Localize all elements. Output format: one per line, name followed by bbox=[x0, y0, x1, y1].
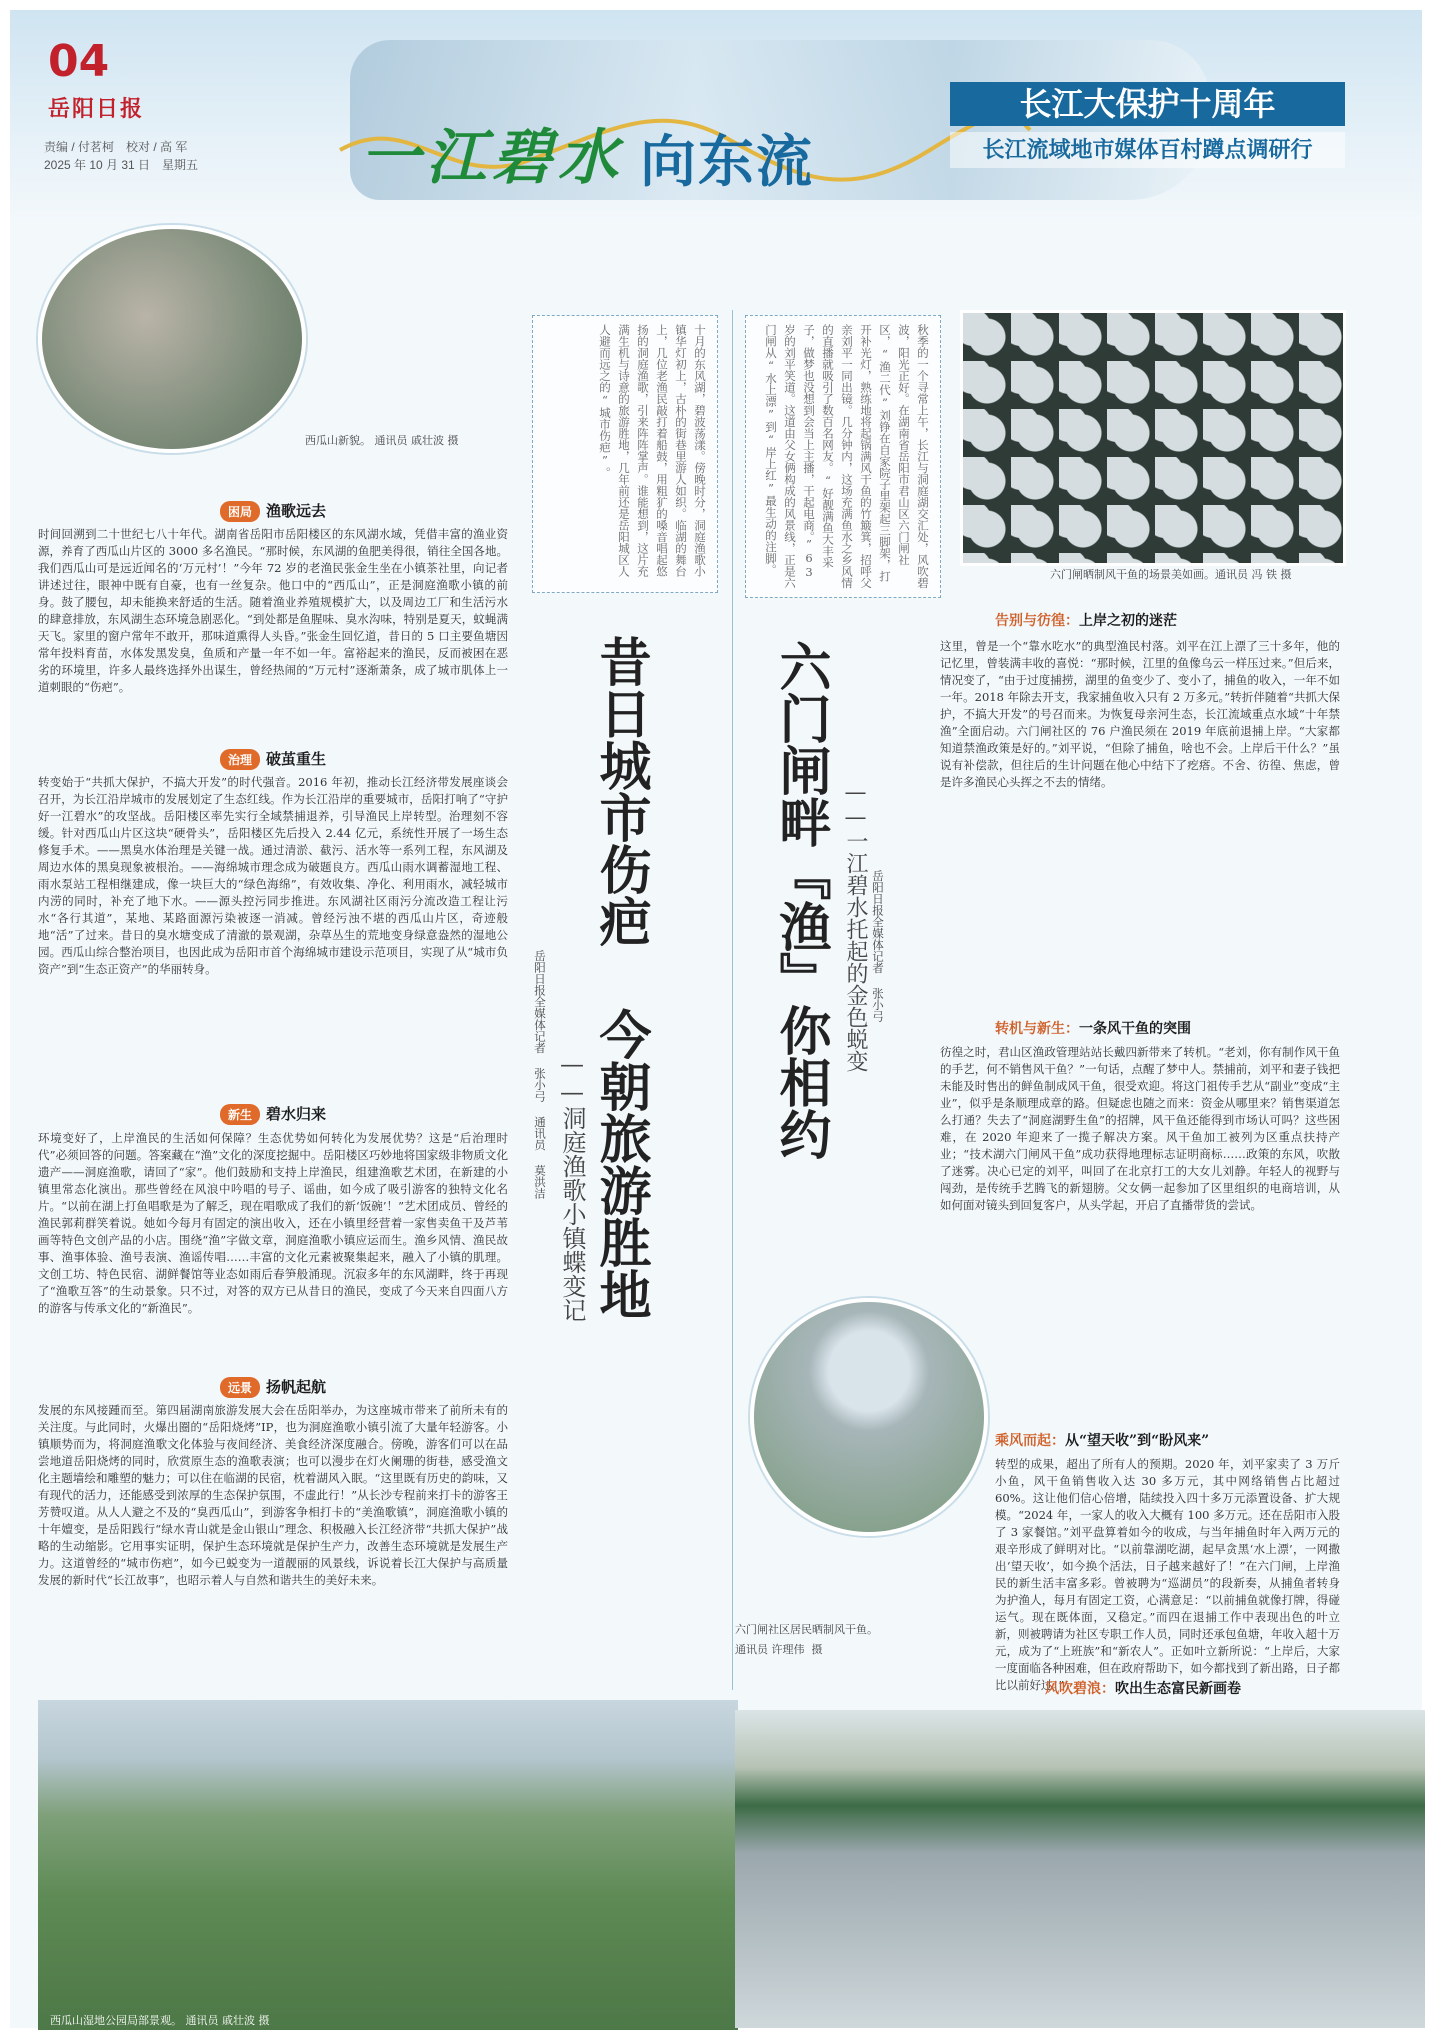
drying-fish-racks-photo bbox=[735, 1710, 1425, 2028]
photo-caption: 六门闸晒制风干鱼的场景美如画。通讯员 冯 铁 摄 bbox=[1050, 568, 1292, 581]
editors-line: 责编 / 付茗柯 校对 / 高 军 bbox=[44, 140, 188, 154]
left-section-3-body: 环境变好了，上岸渔民的生活如何保障？生态优势如何转化为发展优势？这是“后治理时代”必须回答的问题。答案藏在“渔”文化的深度挖掘中。岳阳楼区巧妙地将国家级非物质文化遗产——洞庭渔歌，请回了“家”。他们鼓励和支持上岸渔民，组建渔歌艺术团，在新建的小镇里常态化演出。那些曾经在风浪中吟唱的号子、谣曲，如今成了吸引游客的独特文化名片。“以前在湖上打鱼唱歌是为了解乏，现在唱歌成了我们的新‘饭碗’！”艺术团成员、曾经的渔民郭莉群笑着说。她如今每月有固定的演出收入，还在小镇里经营着一家售卖鱼干及芦苇画等特色文创产品的小店。围绕“渔”字做文章，洞庭渔歌小镇应运而生。渔乡风情、渔民故事、渔事体验、渔号表演、渔谣传唱……丰富的文化元素被聚集起来，融入了小镇的肌理。文创工坊、特色民宿、湖鲜餐馆等业态如雨后春笋般涌现。沉寂多年的东风湖畔，终于再现了“渔歌互答”的生动景象。只不过，对答的双方已从昔日的渔民，变成了今天来自四面八方的游客与传承文化的“新渔民”。 bbox=[38, 1131, 508, 1315]
section-title: 渔歌远去 bbox=[266, 502, 327, 520]
right-section-2-head bbox=[995, 1018, 1191, 1038]
page-number: 04 bbox=[48, 36, 110, 87]
photo-caption: 六门闸社区居民晒制风干鱼。 通讯员 许理伟 摄 bbox=[735, 1623, 878, 1656]
left-section-1-head bbox=[220, 500, 326, 522]
photo-caption: 西瓜山新貌。 通讯员 戚壮波 摄 bbox=[305, 434, 459, 447]
right-section-1-body: 这里，曾是一个“靠水吃水”的典型渔民村落。刘平在江上漂了三十多年，他的记忆里，曾装满丰收的喜悦：“那时候，江里的鱼像乌云一样压过来。”但后来，情况变了，“由于过度捕捞，湖里的鱼变少了、变小了，捕鱼的收入，一年不如一年。2018 年除去开支，我家捕鱼收入只有 2 万多元。”转折伴随着“共抓大保护，不搞大开发”的号召而来。为恢复母亲河生态，长江流域重点水域“十年禁渔”全面启动。六门闸社区的 76 户渔民须在 2019 年底前退捕上岸。“大家都知道禁渔政策是好的。”刘平说，“但除了捕鱼，啥也不会。上岸后干什么？”虽说有补偿款，但往后的生计问题在他心中结下了疙瘩。不舍、彷徨、焦虑，曾是许多渔民心头挥之不去的情绪。 bbox=[940, 639, 1340, 789]
section-title: 上岸之初的迷茫 bbox=[1079, 613, 1177, 629]
left-section-2-head bbox=[220, 748, 326, 770]
left-section-4-head bbox=[220, 1376, 326, 1398]
left-section-4-body: 发展的东风接踵而至。第四届湖南旅游发展大会在岳阳举办，为这座城市带来了前所未有的关注度。与此同时，火爆出圈的“岳阳烧烤”IP，也为洞庭渔歌小镇引流了大量年轻游客。小镇顺势而为，将洞庭渔歌文化体验与夜间经济、美食经济深度融合。傍晚，游客们可以在品尝地道岳阳烧烤的同时，欣赏原生态的渔歌表演；也可以漫步在灯火阑珊的街巷，感受渔文化主题墙绘和雕塑的魅力；可以住在临湖的民宿，枕着湖风入眠。“这里既有历史的韵味，又有现代的活力，还能感受到浓厚的生态保护氛围，不虚此行！”从长沙专程前来打卡的游客王芳赞叹道。从人人避之不及的“臭西瓜山”，到游客争相打卡的“美渔歌镇”，洞庭渔歌小镇的十年嬗变，是岳阳践行“绿水青山就是金山银山”理念、积极融入长江经济带“共抓大保护”战略的生动缩影。它用事实证明，保护生态环境就是保护生产力，改善生态环境就是发展生产力。这道曾经的“城市伤疤”，如今已蜕变为一道靓丽的风景线，诉说着长江大保护与高质量发展的新时代“长江故事”，也昭示着人与自然和谐共生的美好未来。 bbox=[38, 1403, 508, 1587]
photo-caption: 西瓜山湿地公园局部景观。 通讯员 戚壮波 摄 bbox=[50, 2014, 270, 2027]
right-section-2-body: 彷徨之时，君山区渔政管理站站长戴四新带来了转机。“老刘，你有制作风干鱼的手艺，何不销售风干鱼？”一句话，点醒了梦中人。禁捕前，刘平和妻子钱把未能及时售出的鲜鱼制成风干鱼，很受欢迎。将这门祖传手艺从“副业”变成“主业”，似乎是条顺理成章的路。但疑虑也随之而来：资金从哪里来？销售渠道怎么打通？失去了“洞庭湖野生鱼”的招牌，风干鱼还能得到市场认可吗？这些困难，在 2020 年迎来了一揽子解决方案。风干鱼加工被列为区重点扶持产业；“技术湖六门闸风干鱼”成功获得地理标志证明商标……政策的东风，吹散了迷雾。决心已定的刘平，叫回了在北京打工的大女儿刘静。年轻人的视野与闯劲，是传统手艺腾飞的新翅膀。父女俩一起参加了区里组织的电商培训，从如何面对镜头到回复客户，从头学起，开启了直播带货的尝试。 bbox=[940, 1045, 1340, 1212]
wetland-park-aerial-photo bbox=[38, 1700, 738, 2030]
page-frame bbox=[10, 10, 1422, 2028]
section-title: 扬帆起航 bbox=[266, 1378, 327, 1396]
section-title: 吹出生态富民新画卷 bbox=[1115, 1681, 1241, 1697]
left-section-1-body: 时间回溯到二十世纪七八十年代。湖南省岳阳市岳阳楼区的东风湖水域，凭借丰富的渔业资源，养育了西瓜山片区的 3000 多名渔民。“那时候，东风湖的鱼肥美得很，销往全国各地。我们西瓜山可是远近闻名的‘万元村’！”今年 72 岁的老渔民张金生坐在小镇茶社里，向记者讲述过往，眼神中既有自豪，也有一丝复杂。他口中的“西瓜山”，正是洞庭渔歌小镇的前身。鼓了腰包，却未能换来舒适的生活。随着渔业养殖规模扩大，以及周边工厂和生活污水的肆意排放，东风湖生态环境急剧恶化。“到处都是鱼腥味、臭水沟味，特别是夏天，蚊蝇满天飞。家里的窗户常年不敢开，那味道熏得人头昏。”张金生回忆道，昔日的 5 口主要鱼塘因常年投料育苗，水体发黑发臭，鱼质和产量一年不如一年。富裕起来的渔民，反而被困在恶劣的环境里，许多人最终选择外出谋生，曾经热闹的“万元村”逐渐萧条，成了城市肌体上一道刺眼的“伤疤”。 bbox=[38, 527, 508, 694]
section-lead: 乘风而起： bbox=[995, 1433, 1065, 1449]
right-byline: 岳阳日报全媒体记者 张小弓 bbox=[871, 870, 885, 1022]
column-divider bbox=[732, 310, 733, 1690]
section-title: 碧水归来 bbox=[266, 1105, 327, 1123]
woman-with-fish-tray-photo bbox=[750, 1298, 988, 1536]
left-intro-box: 十月的东风湖，碧波荡漾。傍晚时分，洞庭渔歌小镇华灯初上，古朴的街巷里游人如织。临湖的舞台上，几位老渔民敲打着船鼓，用粗犷的嗓音唱起悠扬的洞庭渔歌，引来阵阵掌声。谁能想到，这片充满生机与诗意的旅游胜地，几年前还是岳阳城区人人避而远之的“城市伤疤”。 bbox=[532, 315, 718, 593]
section-lead: 转机与新生： bbox=[995, 1021, 1079, 1037]
right-section-4-head bbox=[1045, 1678, 1241, 1698]
date-line: 2025 年 10 月 31 日 星期五 bbox=[44, 158, 199, 172]
left-section-3-head bbox=[220, 1103, 326, 1125]
section-title: 破茧重生 bbox=[266, 750, 327, 768]
banner-title-calligraphy: 一江碧水 bbox=[360, 123, 624, 193]
section-tag: 远景 bbox=[220, 1377, 260, 1398]
right-section-3-head bbox=[995, 1430, 1209, 1450]
left-byline: 岳阳日报全媒体记者 张小弓 通讯员 莫洪洁 bbox=[533, 950, 547, 1199]
left-headline: 昔日城市伤疤 今朝旅游胜地 bbox=[590, 635, 651, 1320]
banner-title: 向东流 bbox=[640, 129, 814, 195]
anniversary-badge bbox=[950, 82, 1345, 182]
section-title: 从“望天收”到“盼风来” bbox=[1065, 1433, 1210, 1449]
right-intro-box: 秋季的一个寻常上午，长江与洞庭湖交汇处，风吹碧波，阳光正好。在湖南省岳阳市君山区六门闸社区，“渔二代”刘铮在自家院子里架起三脚架，打开补光灯，熟练地将起锅满风干鱼的竹簸箕，招呼父亲刘平一同出镜。几分钟内，这场充满鱼水之乡风情的直播就吸引了数百名网友。“好靓满鱼大丰采子，做梦也没想到会当上主播，干起电商。”63 岁的刘平笑道。这道由父女俩构成的风景线，正是六门闸从“水上漂”到“岸上红”最生动的注脚。 bbox=[745, 315, 941, 598]
drying-fish-aerial-photo bbox=[960, 310, 1346, 566]
right-section-1-head bbox=[995, 610, 1177, 630]
section-tag: 困局 bbox=[220, 501, 260, 522]
section-tag: 新生 bbox=[220, 1104, 260, 1125]
badge-sub: 长江流域地市媒体百村蹲点调研行 bbox=[950, 132, 1345, 168]
xiguashan-town-photo bbox=[38, 225, 306, 453]
newspaper-logo: 岳阳日报 bbox=[48, 96, 145, 122]
right-headline: 六门闸畔『渔』你相约 bbox=[770, 640, 831, 1160]
section-title: 一条风干鱼的突围 bbox=[1079, 1021, 1191, 1037]
left-section-2-body: 转变始于“共抓大保护，不搞大开发”的时代强音。2016 年初，推动长江经济带发展座谈会召开，为长江沿岸城市的发展划定了生态红线。作为长江沿岸的重要城市，岳阳打响了“守护好一江碧水”的攻坚战。岳阳楼区率先实行全域禁捕退养，引导渔民上岸转型。治理刻不容缓。针对西瓜山片区这块“硬骨头”，岳阳楼区先后投入 2.44 亿元，系统性开展了一场生态修复手术。——黑臭水体治理是关键一战。通过清淤、截污、活水等一系列工程，东风湖及周边水体的黑臭现象被根治。——海绵城市理念成为破题良方。西瓜山雨水调蓄湿地工程、雨水泵站工程相继建成，像一块巨大的“绿色海绵”，有效收集、净化、利用雨水，减轻城市内涝的同时，补充了地下水。——源头控污同步推进。东风湖社区雨污分流改造工程让污水“各行其道”，某地、某路面源污染被逐一消减。曾经污浊不堪的西瓜山片区，奇迹般地“活”了过来。昔日的臭水塘变成了清澈的景观湖，杂草丛生的荒地变身绿意盎然的湿地公园。西瓜山综合整治项目，也因此成为岳阳市首个海绵城市建设示范项目，实现了从“城市负资产”到“生态正资产”的华丽转身。 bbox=[38, 775, 508, 976]
section-lead: 风吹碧浪： bbox=[1045, 1681, 1115, 1697]
left-subheadline: ——洞庭渔歌小镇蝶变记 bbox=[558, 1050, 586, 1322]
section-tag: 治理 bbox=[220, 749, 260, 770]
badge-main: 长江大保护十周年 bbox=[950, 82, 1345, 126]
right-subheadline: ——一江碧水托起的金色蜕变 bbox=[843, 780, 868, 1072]
section-lead: 告别与彷徨： bbox=[995, 613, 1079, 629]
right-section-3-body: 转型的成果，超出了所有人的预期。2020 年，刘平家卖了 3 万斤小鱼，风干鱼销售收入达 30 多万元，其中网络销售占比超过 60%。这让他们信心倍增，陆续投入四十多万元添置设备、扩大规模。“2024 年，一家人的收入大概有 100 多万元。还在岳阳市入股了 3 家餐馆。”刘平盘算着如今的收成，与当年捕鱼时年入两万元的艰辛形成了鲜明对比。“以前靠湖吃湖，起早贪黑‘水上漂’，一网撒出‘望天收’，如今换个活法，日子越来越好了！”在六门闸，上岸渔民的新生活丰富多彩。曾被聘为“巡湖员”的段新奏，从捕鱼者转身为护渔人，每月有固定工资，心满意足：“以前捕鱼就像打牌，得碰运气。现在既体面，又稳定。”而四在退捕工作中表现出色的叶立新，则被聘请为社区专职工作人员，同时还承包鱼塘，年收入超十万元，成为了“上班族”和“新农人”。正如叶立新所说：“上岸后，大家一度面临各种困难，但在政府帮助下，如今都找到了新出路，日子都比以前好过。” bbox=[995, 1457, 1340, 1692]
masthead bbox=[10, 10, 1422, 225]
